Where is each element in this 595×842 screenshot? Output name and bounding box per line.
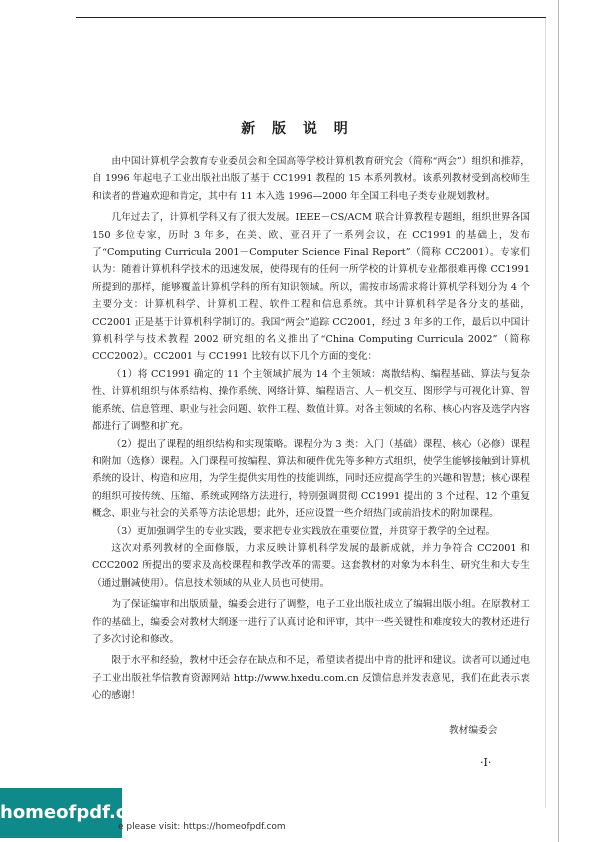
paragraph-1: 由中国计算机学会教育专业委员会和全国高等学校计算机教育研究会（简称“两会”）组织和推荐，自 1996 年起电子工业出版社出版了基于 CC1991 教程的 15 本系列教材。该系列教材受到高校师生和读者的普遍欢迎和肯定，其中有 11 本入选 1996—2000 年全国工科电子类专业规划教材。	[92, 156, 530, 202]
paragraph-6: 这次对系列教材的全面修版，力求反映计算机科学发展的最新成就，并力争符合 CC2001 和 CCC2002 所提出的要求及高校课程和教学改革的需要。这套教材的对象为本科生、研究生和大专生（通过删减使用）。信息技术领域的从业人员也可使用。	[92, 542, 530, 589]
watermark-logo[interactable]: homeofpdf.com	[0, 788, 122, 838]
page-number: ·Ⅰ·	[480, 756, 492, 769]
signature: 教材编委会	[449, 725, 498, 736]
watermark-footer-link[interactable]: e please visit: https://homeofpdf.com	[118, 822, 286, 832]
paragraph-8: 限于水平和经验，教材中还会存在缺点和不足，希望读者提出中肯的批评和建议。读者可以通过电子工业出版社华信教育资源网站 http://www.hxedu.com.cn 反馈信息并发表意见，我们在此表示衷心的感谢！	[92, 655, 530, 702]
top-rule	[76, 17, 546, 18]
paragraph-3: （1）将 CC1991 确定的 11 个主领域扩展为 14 个主领域：离散结构、编程基础、算法与复杂性、计算机组织与体系结构、操作系统、网络计算、编程语言、人－机交互、图形学与可视化计算、智能系统、信息管理、职业与社会问题、软件工程、数值计算。对各主领域的名称、核心内容及选学内容都进行了调整和扩充。	[92, 368, 530, 433]
body-text	[92, 153, 530, 705]
paragraph-4: （2）提出了课程的组织结构和实现策略。课程分为 3 类：入门（基础）课程、核心（必修）课程和附加（选修）课程。入门课程可按编程、算法和硬件优先等多种方式组织，使学生能够接触到计算机系统的设计、构造和应用，为学生提供实用性的技能训练，同时还应提高学生的兴趣和智慧；核心课程的组织可按传统、压缩、系统或网络方法进行，特别强调贯彻 CC1991 提出的 3 个过程、12 个重复概念、职业与社会的关系等方法论思想；此外，还应设置一些介绍热门或前沿技术的附加课程。	[92, 438, 530, 520]
page-title: 新 版 说 明	[241, 121, 354, 137]
paragraph-2: 几年过去了，计算机学科又有了很大发展。IEEE－CS/ACM 联合计算教程专题组，组织世界各国 150 多位专家，历时 3 年多，在美、欧、亚召开了一系列会议，在 CC1991 的基础上，发布了“Computing Curricula 2001－Computer Science Final Report”（简称 CC2001）。专家们认为：随着计算机科学技术的迅速发展，使得现有的任何一所学校的计算机专业都很难再像 CC1991 所提到的那样，能够覆盖计算机学科的所有知识领域。所以，需按市场需求将计算机学科划分为 4 个主要分支：计算机科学、计算机工程、软件工程和信息系统。其中计算机科学是各分支的基础，CC2001 正是基于计算机科学制订的。我国“两会”追踪 CC2001，经过 3 年多的工作，最后以中国计算机科学与技术教程 2002 研究组的名义推出了“China Computing Curricula 2002”（简称 CCC2002）。CC2001 与 CC1991 比较有以下几个方面的变化：	[92, 212, 530, 363]
paragraph-7: 为了保证编审和出版质量，编委会进行了调整，电子工业出版社成立了编辑出版小组。在原教材工作的基础上，编委会对教材大纲逐一进行了认真讨论和评审，其中一些关键性和难度较大的教材还进行了多次讨论和修改。	[92, 599, 530, 645]
paragraph-5: （3）更加强调学生的专业实践，要求把专业实践放在重要位置，并贯穿于教学的全过程。	[111, 525, 496, 537]
